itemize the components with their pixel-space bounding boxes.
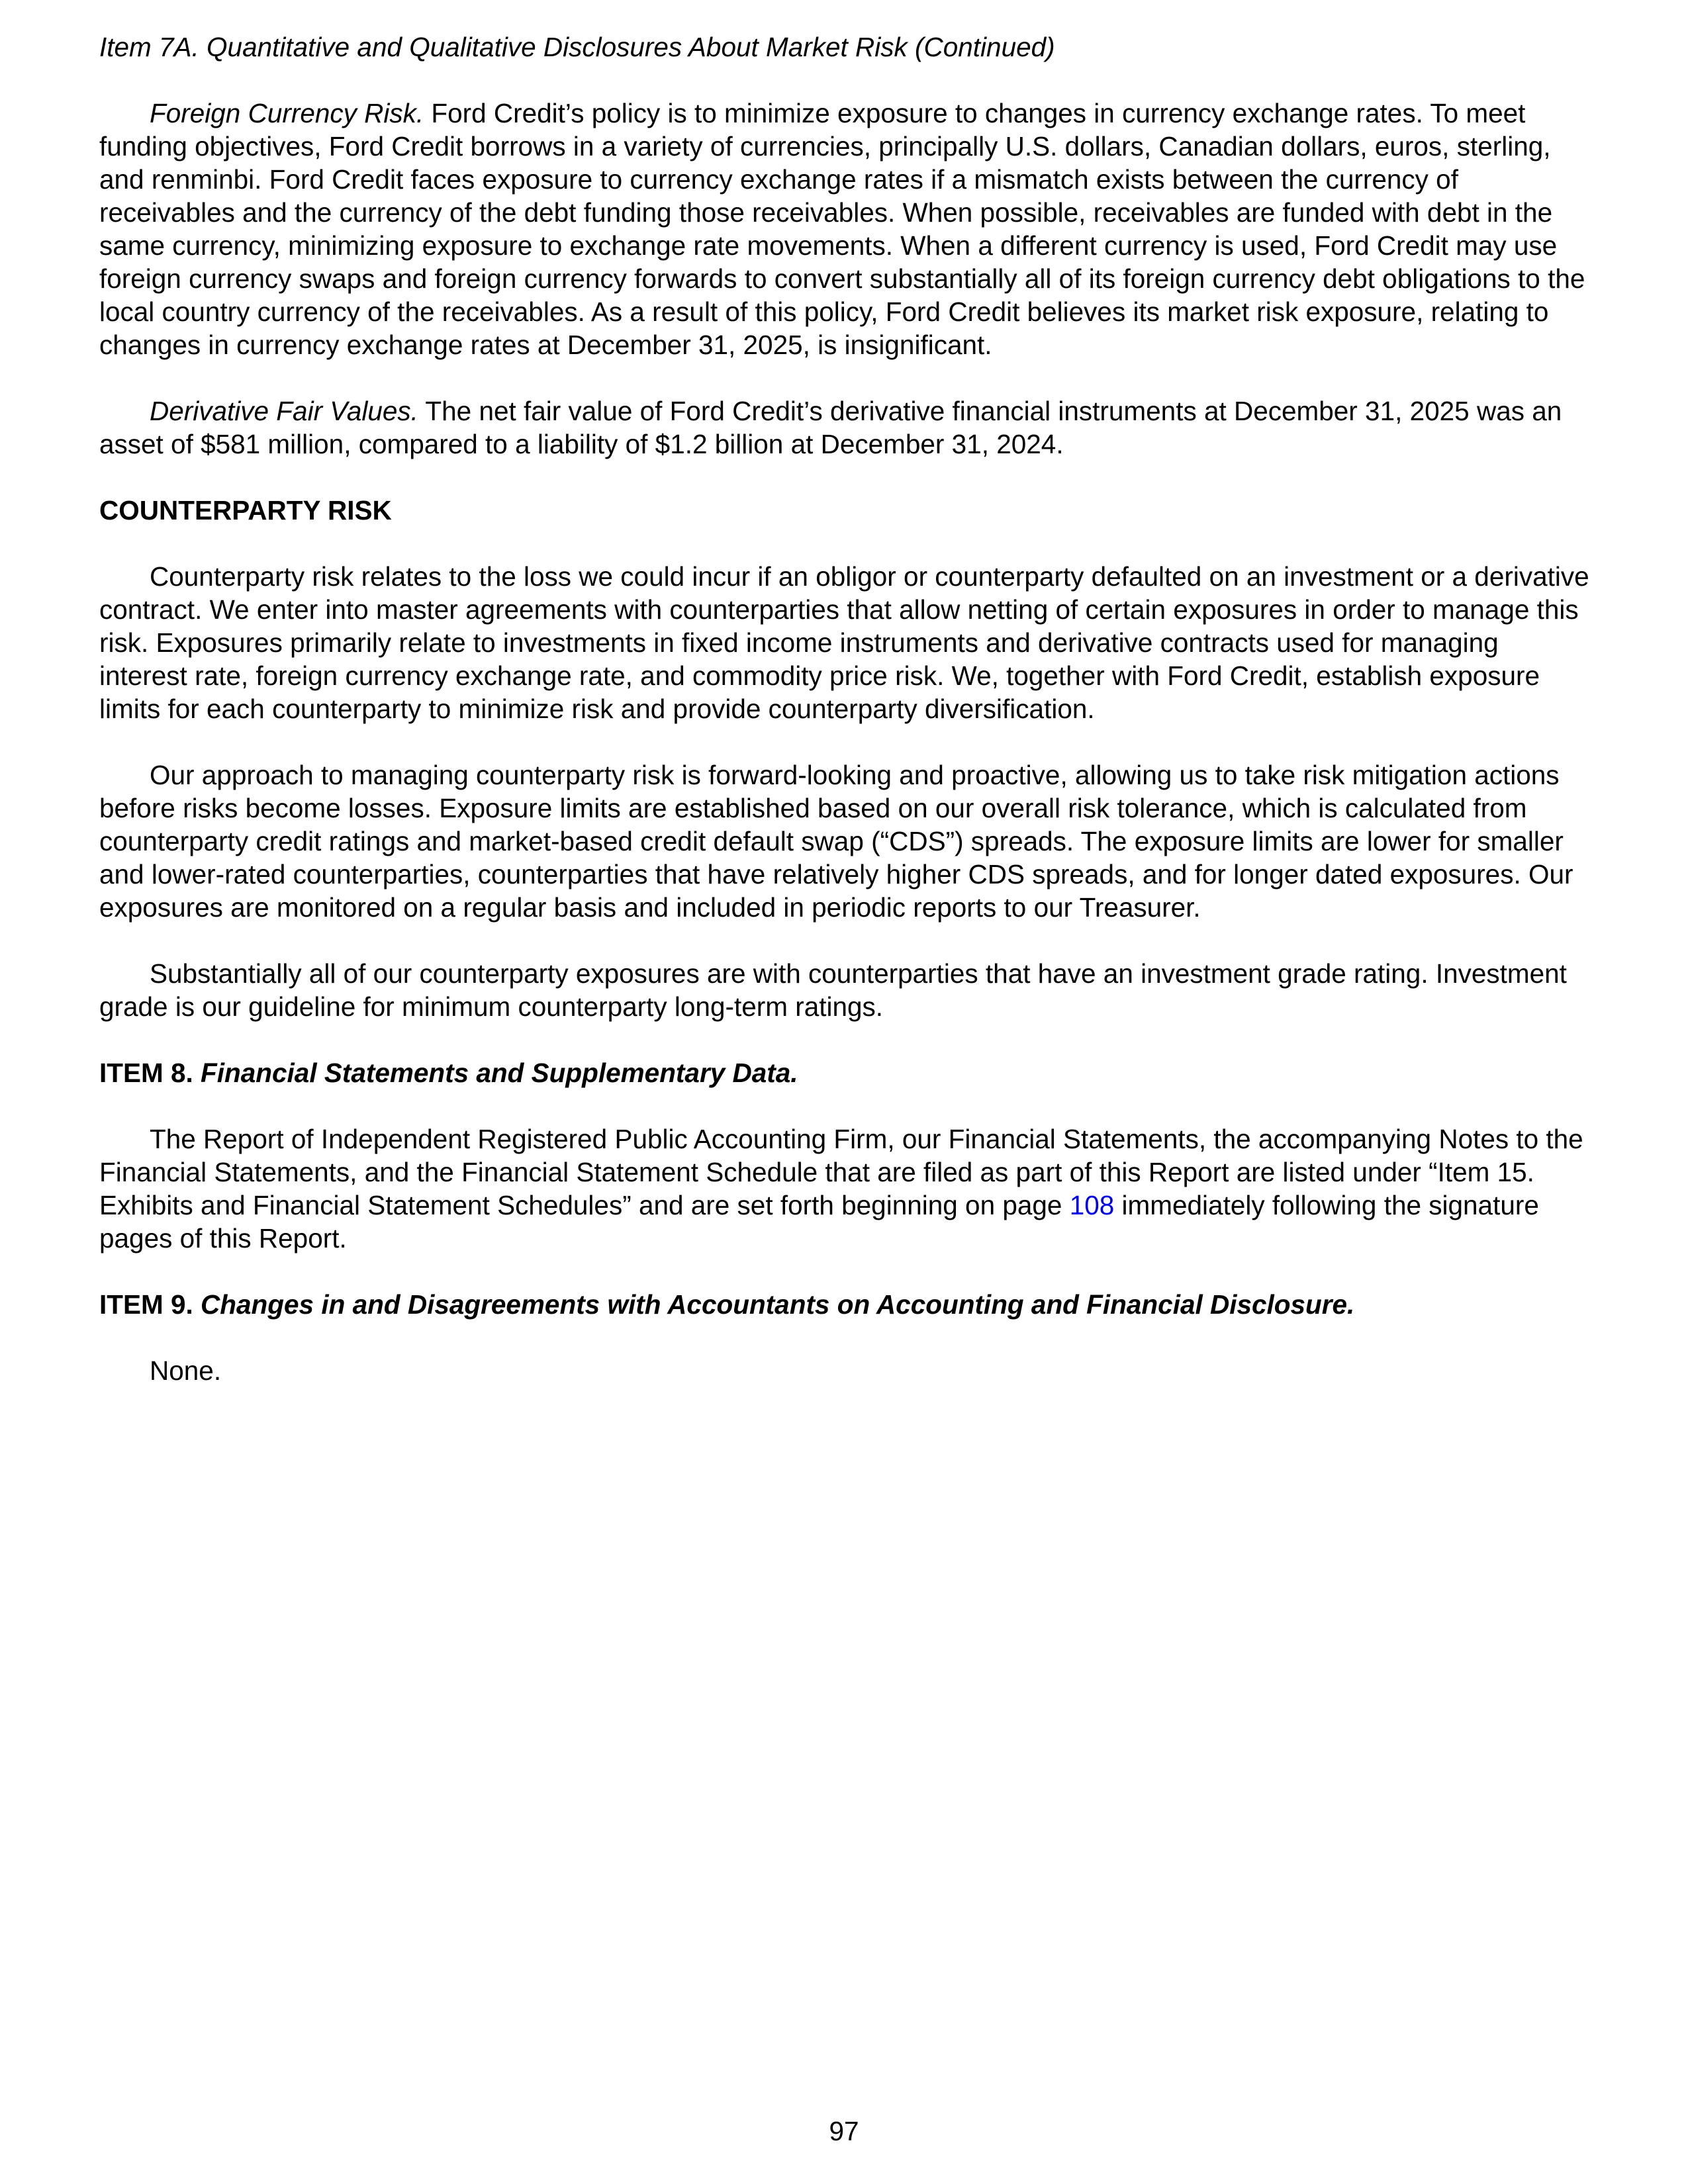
item-9-title: Changes in and Disagreements with Accountants on Accounting and Financial Disclosure. [201,1289,1355,1320]
page-number: 97 [829,2116,859,2146]
derivative-fair-values-text: The net fair value of Ford Credit’s derivative financial instruments at December 31, 2025 was an asset of $581 million, compared to a liability of $1.2 billion at December 31, 2024. [99,396,1562,459]
item-8-label: ITEM 8. [99,1058,201,1088]
lead-in-derivative-fair-values: Derivative Fair Values. [150,396,418,426]
item-9-label: ITEM 9. [99,1289,201,1320]
item-8-text-after-link: immediately following the signature pages of this Report. [99,1190,1539,1253]
item-9-heading [99,1288,1590,1321]
item-8-title: Financial Statements and Supplementary Data. [201,1058,798,1088]
running-header: Item 7A. Quantitative and Qualitative Disclosures About Market Risk (Continued) [99,32,1055,62]
item-8-text-before-link: The Report of Independent Registered Public Accounting Firm, our Financial Statements, the accompanying Notes to the Financial Statements, and the Financial Statement Schedule that are filed as part of this Report are listed under “Item 15. Exhibits and Financial Statement Schedules” and are set forth beginning on page [99,1124,1583,1220]
paragraph-derivative-fair-values [99,394,1590,461]
item-8-heading [99,1056,1590,1089]
paragraph-foreign-currency-risk [99,97,1590,361]
page-content [99,30,1590,1420]
foreign-currency-risk-text: Ford Credit’s policy is to minimize exposure to changes in currency exchange rates. To meet funding objectives, Ford Credit borrows in a variety of currencies, principally U.S. dollars, Canadian dollars, euros, sterling, and renminbi. Ford Credit faces exposure to currency exchange rates if a mismatch exists between the currency of receivables and the currency of the debt funding those receivables. When possible, receivables are funded with debt in the same currency, minimizing exposure to exchange rate movements. When a different currency is used, Ford Credit may use foreign currency swaps and foreign currency forwards to convert substantially all of its foreign currency debt obligations to the local country currency of the receivables. As a result of this policy, Ford Credit believes its market risk exposure, relating to changes in currency exchange rates at December 31, 2025, is insignificant. [99,98,1585,360]
page-108-link[interactable]: 108 [1069,1190,1115,1220]
paragraph-item-8 [99,1122,1590,1255]
counterparty-risk-heading: COUNTERPARTY RISK [99,495,392,525]
paragraph-counterparty-risk-3: Substantially all of our counterparty exposures are with counterparties that have an investment grade rating. Investment grade is our guideline for minimum counterparty long-term ratings. [99,958,1567,1022]
lead-in-foreign-currency-risk: Foreign Currency Risk. [150,98,424,128]
paragraph-counterparty-risk-2: Our approach to managing counterparty risk is forward-looking and proactive, allowing us to take risk mitigation actions before risks become losses. Exposure limits are established based on our overall risk tolerance, which is calculated from counterparty credit ratings and market-based credit default swap (“CDS”) spreads. The exposure limits are lower for smaller and lower-rated counterparties, counterparties that have relatively higher CDS spreads, and for longer dated exposures. Our exposures are monitored on a regular basis and included in periodic reports to our Treasurer. [99,760,1573,923]
paragraph-counterparty-risk-1: Counterparty risk relates to the loss we could incur if an obligor or counterparty defaulted on an investment or a derivative contract. We enter into master agreements with counterparties that allow netting of certain exposures in order to manage this risk. Exposures primarily relate to investments in fixed income instruments and derivative contracts used for managing interest rate, foreign currency exchange rate, and commodity price risk. We, together with Ford Credit, establish exposure limits for each counterparty to minimize risk and provide counterparty diversification. [99,561,1589,724]
paragraph-item-9: None. [150,1355,222,1386]
